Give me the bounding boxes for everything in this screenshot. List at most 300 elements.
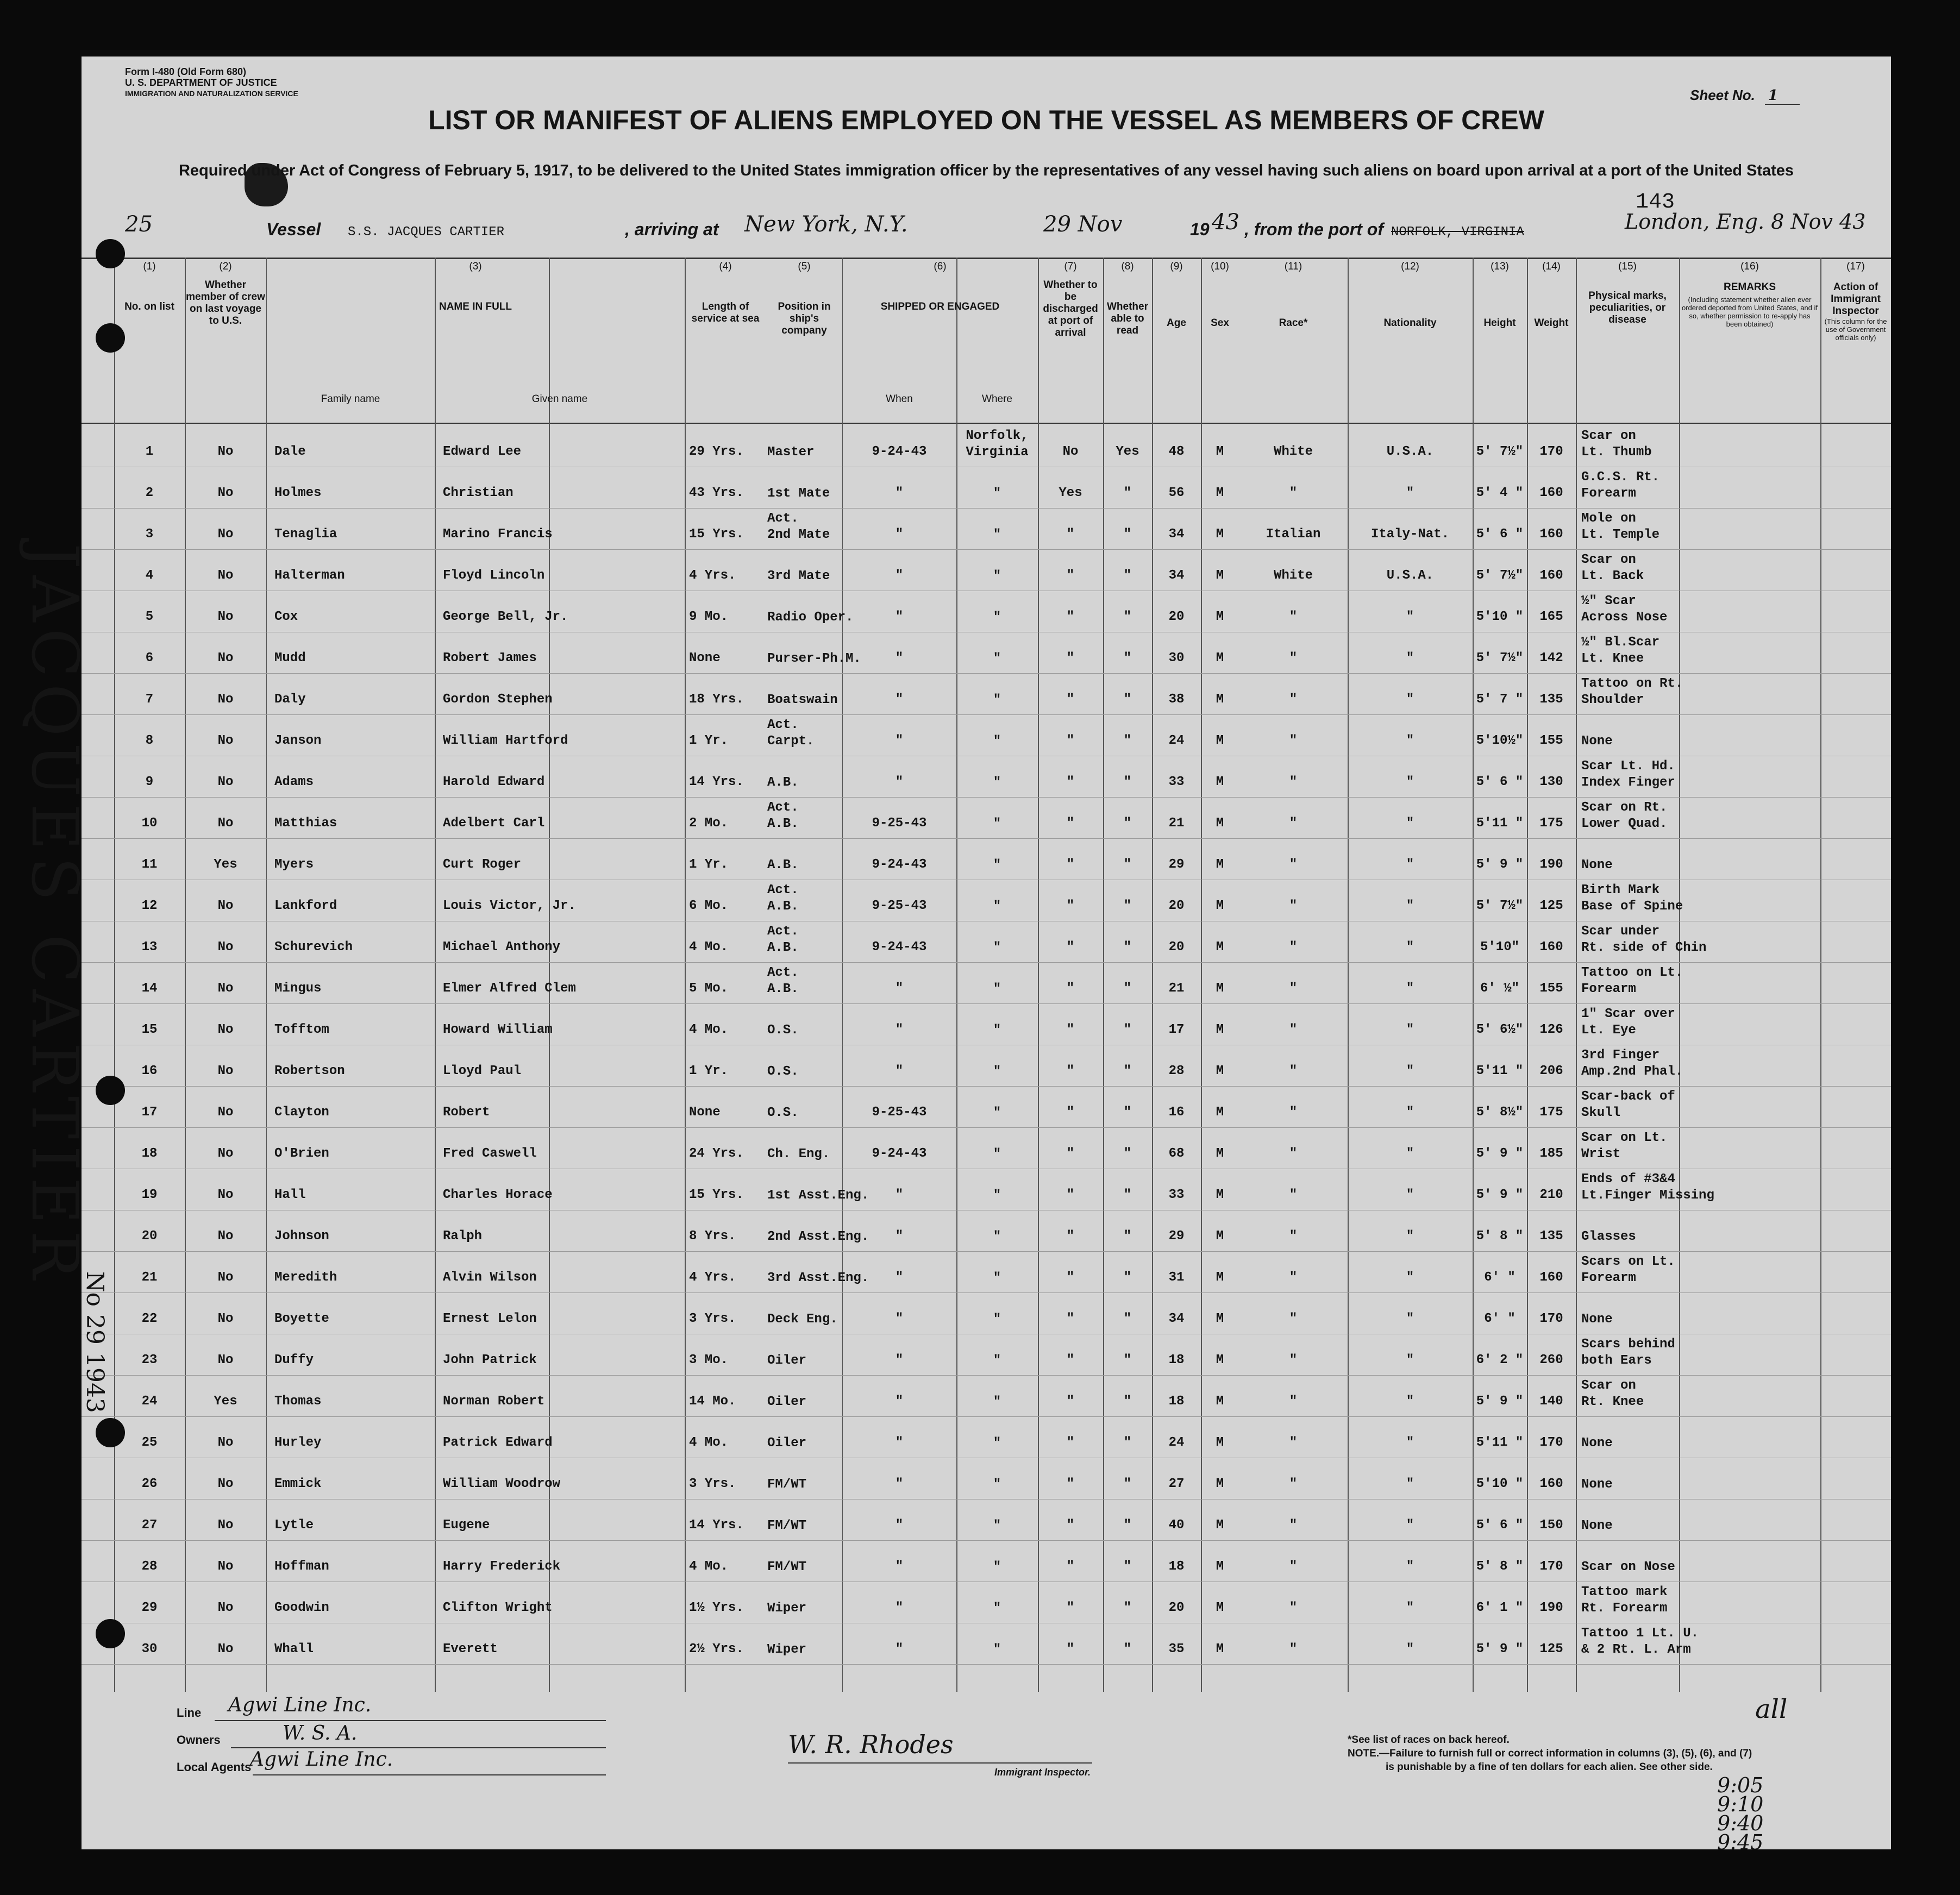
table-row — [82, 880, 1891, 921]
from-port-handwritten: London, Eng. 8 Nov 43 — [1625, 210, 1866, 234]
cell-age: 35 — [1168, 1642, 1185, 1656]
cell-sex: M — [1216, 1312, 1224, 1326]
cell-service: None — [689, 1105, 721, 1120]
cell-race: " — [1289, 1477, 1298, 1491]
cell-marks1: Tattoo 1 Lt. U. — [1581, 1626, 1699, 1641]
cell-service: 1½ Yrs. — [689, 1601, 744, 1615]
cell-disc: " — [1066, 1642, 1075, 1656]
cell-where1 — [956, 1047, 1038, 1064]
cell-pos2: Carpt. — [767, 734, 815, 749]
cell-when: 9-24-43 — [872, 1146, 927, 1161]
cell-family: Mudd — [274, 651, 306, 666]
cell-race: Italian — [1266, 527, 1321, 542]
cell-family: Emmick — [274, 1477, 322, 1491]
cell-pos1: Act. — [767, 511, 799, 526]
head-height: Height — [1483, 317, 1516, 329]
head-name-in-full: NAME IN FULL — [439, 301, 512, 312]
cell-nat: " — [1406, 1188, 1414, 1202]
col-num-5: (5) — [798, 261, 811, 272]
cell-pos — [767, 1295, 843, 1328]
cell-height: 5'11 " — [1476, 1435, 1524, 1450]
cell-marks — [1581, 1006, 1755, 1039]
cell-given: Ernest Lelon — [443, 1312, 537, 1326]
cell-no: 28 — [141, 1559, 158, 1574]
cell-marks — [1581, 469, 1755, 502]
punch-hole — [96, 1619, 125, 1648]
punch-hole — [96, 323, 125, 353]
cell-pos2: 3rd Mate — [767, 569, 830, 583]
cell-marks2: None — [1581, 858, 1613, 873]
cell-pos2: O.S. — [767, 1064, 799, 1079]
table-row — [82, 1623, 1891, 1665]
cell-given: Elmer Alfred Clem — [443, 981, 576, 996]
cell-no: 25 — [141, 1435, 158, 1450]
cell-marks2: Rt. Knee — [1581, 1395, 1644, 1409]
cell-family: Mingus — [274, 981, 322, 996]
cell-pos1 — [767, 1419, 843, 1435]
cell-when: " — [895, 1394, 904, 1409]
cell-race: " — [1289, 1312, 1298, 1326]
cell-nat: " — [1406, 1312, 1414, 1326]
cell-where1 — [956, 1419, 1038, 1435]
cell-marks1: Scars on Lt. — [1581, 1254, 1675, 1269]
cell-last: No — [217, 1642, 234, 1656]
cell-weight: 170 — [1539, 1559, 1563, 1574]
cell-where2: " — [993, 858, 1001, 873]
cell-marks — [1581, 1089, 1755, 1121]
cell-where1 — [956, 552, 1038, 568]
cell-where — [956, 924, 1038, 956]
cell-given: Michael Anthony — [443, 940, 561, 955]
cell-where — [956, 1254, 1038, 1287]
cell-age: 16 — [1168, 1105, 1185, 1120]
cell-family: Clayton — [274, 1105, 329, 1120]
cell-service: 1 Yr. — [689, 857, 729, 872]
cell-service: 4 Yrs. — [689, 1270, 736, 1285]
cell-pos1 — [767, 841, 843, 857]
cell-marks — [1581, 1171, 1755, 1204]
cell-no: 16 — [141, 1064, 158, 1078]
cell-sex: M — [1216, 527, 1224, 542]
cell-sex: M — [1216, 857, 1224, 872]
cell-last: Yes — [214, 1394, 237, 1409]
cell-nat: " — [1406, 1601, 1414, 1615]
cell-read: " — [1123, 1518, 1132, 1533]
cell-marks1: Scar on Rt. — [1581, 800, 1668, 815]
cell-age: 34 — [1168, 1312, 1185, 1326]
cell-marks1 — [1581, 1543, 1755, 1559]
cell-where2: " — [993, 1642, 1001, 1657]
cell-last: No — [217, 1188, 234, 1202]
col-num-13: (13) — [1491, 261, 1509, 272]
cell-race: " — [1289, 486, 1298, 500]
time-note-1: 9:05 — [1717, 1773, 1764, 1797]
cell-where — [956, 1419, 1038, 1452]
cell-pos — [767, 1130, 843, 1163]
cell-nat: " — [1406, 486, 1414, 500]
cell-family: Hoffman — [274, 1559, 329, 1574]
cell-race: " — [1289, 1642, 1298, 1656]
cell-when: 9-24-43 — [872, 940, 927, 955]
cell-marks2: Shoulder — [1581, 693, 1644, 707]
cell-read: " — [1123, 899, 1132, 913]
cell-marks — [1581, 1543, 1755, 1576]
cell-last: No — [217, 692, 234, 707]
cell-service: 5 Mo. — [689, 981, 729, 996]
cell-disc: " — [1066, 651, 1075, 666]
cell-sex: M — [1216, 940, 1224, 955]
cell-service: 18 Yrs. — [689, 692, 744, 707]
cell-where2: " — [993, 693, 1001, 707]
cell-weight: 260 — [1539, 1353, 1563, 1367]
head-discharged: Whether to be discharged at port of arrival — [1043, 279, 1098, 338]
cell-when: 9-24-43 — [872, 857, 927, 872]
cell-height: 5'10 " — [1476, 1477, 1524, 1491]
cell-marks2: & 2 Rt. L. Arm — [1581, 1642, 1691, 1657]
cell-where — [956, 1460, 1038, 1493]
line-label: Line — [177, 1706, 202, 1720]
cell-age: 28 — [1168, 1064, 1185, 1078]
cell-given: Norman Robert — [443, 1394, 545, 1409]
cell-family: Tofftom — [274, 1022, 329, 1037]
cell-sex: M — [1216, 651, 1224, 666]
cell-marks — [1581, 1378, 1755, 1410]
cell-pos1 — [767, 1584, 843, 1601]
cell-marks2: Lt. Back — [1581, 569, 1644, 583]
cell-nat: " — [1406, 610, 1414, 624]
cell-marks2: Skull — [1581, 1106, 1621, 1120]
cell-pos2: A.B. — [767, 858, 799, 873]
cell-marks1 — [1581, 1419, 1755, 1435]
cell-pos2: FM/WT — [767, 1518, 807, 1533]
cell-disc: " — [1066, 1477, 1075, 1491]
cell-pos1 — [767, 1006, 843, 1022]
cell-last: No — [217, 1477, 234, 1491]
time-note-3: 9:40 — [1717, 1811, 1764, 1835]
cell-family: Johnson — [274, 1229, 329, 1244]
cell-marks2: Rt. Forearm — [1581, 1601, 1668, 1616]
cell-height: 5' 9 " — [1476, 1146, 1524, 1161]
cell-no: 12 — [141, 899, 158, 913]
cell-when: " — [895, 1435, 904, 1450]
cell-height: 5' 6½" — [1476, 1022, 1524, 1037]
cell-height: 5' 9 " — [1476, 1188, 1524, 1202]
owners-label: Owners — [177, 1733, 221, 1747]
cell-when: " — [895, 1601, 904, 1615]
cell-pos1 — [767, 1047, 843, 1064]
cell-race: White — [1273, 568, 1313, 583]
cell-no: 26 — [141, 1477, 158, 1491]
head-shipped-engaged: SHIPPED OR ENGAGED — [880, 301, 1000, 312]
cell-marks2: Wrist — [1581, 1147, 1621, 1162]
cell-read: " — [1123, 1435, 1132, 1450]
cell-given: Adelbert Carl — [443, 816, 545, 831]
cell-where2: " — [993, 1147, 1001, 1162]
cell-marks — [1581, 1213, 1755, 1245]
vessel-label: Vessel — [266, 219, 321, 239]
cell-race: " — [1289, 733, 1298, 748]
cell-marks1: ½" Scar — [1581, 594, 1636, 608]
cell-marks1: Tattoo on Lt. — [1581, 965, 1683, 980]
cell-where1 — [956, 1130, 1038, 1146]
margin-date: No 29 1943 — [81, 1271, 109, 1413]
cell-read: " — [1123, 1105, 1132, 1120]
cell-weight: 150 — [1539, 1518, 1563, 1533]
head-weight: Weight — [1534, 317, 1569, 329]
cell-family: Meredith — [274, 1270, 337, 1285]
line-value: Agwi Line Inc. — [228, 1694, 372, 1716]
cell-pos — [767, 1047, 843, 1080]
cell-family: Goodwin — [274, 1601, 329, 1615]
cell-where1 — [956, 1295, 1038, 1312]
cell-family: Halterman — [274, 568, 345, 583]
cell-marks2: Base of Spine — [1581, 899, 1683, 914]
cell-nat: " — [1406, 1435, 1414, 1450]
cell-last: No — [217, 899, 234, 913]
cell-pos1 — [767, 1254, 843, 1270]
cell-where2: " — [993, 651, 1001, 666]
cell-disc: " — [1066, 1353, 1075, 1367]
cell-nat: " — [1406, 692, 1414, 707]
cell-pos — [767, 717, 843, 750]
cell-no: 19 — [141, 1188, 158, 1202]
cell-where2: " — [993, 982, 1001, 996]
cell-family: Lankford — [274, 899, 337, 913]
cell-marks — [1581, 882, 1755, 915]
cell-given: Gordon Stephen — [443, 692, 553, 707]
cell-last: No — [217, 1146, 234, 1161]
cell-height: 5' 7½" — [1476, 444, 1524, 459]
cell-pos — [767, 841, 843, 874]
cell-where — [956, 635, 1038, 667]
cell-disc: " — [1066, 899, 1075, 913]
cell-where2: " — [993, 817, 1001, 831]
cell-pos2: Purser-Ph.M. — [767, 651, 861, 666]
table-row — [82, 1087, 1891, 1128]
cell-last: No — [217, 733, 234, 748]
cell-sex: M — [1216, 1022, 1224, 1037]
cell-disc: " — [1066, 1105, 1075, 1120]
cell-pos1 — [767, 758, 843, 775]
head-length-service: Length of service at sea — [691, 301, 760, 324]
cell-no: 1 — [145, 444, 154, 459]
cell-marks1: 3rd Finger — [1581, 1048, 1660, 1063]
cell-read: " — [1123, 527, 1132, 542]
cell-marks — [1581, 924, 1755, 956]
service: IMMIGRATION AND NATURALIZATION SERVICE — [125, 89, 298, 98]
cell-weight: 165 — [1539, 610, 1563, 624]
cell-marks1: Scar Lt. Hd. — [1581, 759, 1675, 774]
cell-marks2: Lower Quad. — [1581, 817, 1668, 831]
cell-sex: M — [1216, 1435, 1224, 1450]
cell-age: 40 — [1168, 1518, 1185, 1533]
cell-marks — [1581, 1130, 1755, 1163]
cell-sex: M — [1216, 568, 1224, 583]
cell-height: 5' 7½" — [1476, 568, 1524, 583]
cell-where — [956, 552, 1038, 585]
margin-note: 25 — [125, 212, 153, 237]
cell-marks2: Forearm — [1581, 1271, 1636, 1285]
cell-marks — [1581, 1460, 1755, 1493]
cell-age: 30 — [1168, 651, 1185, 666]
cell-read: " — [1123, 981, 1132, 996]
cell-given: Harold Edward — [443, 775, 545, 789]
cell-given: Robert James — [443, 651, 537, 666]
cell-where — [956, 1584, 1038, 1617]
cell-family: Whall — [274, 1642, 314, 1656]
cell-race: " — [1289, 1601, 1298, 1615]
cell-no: 7 — [145, 692, 154, 707]
cell-read: " — [1123, 1353, 1132, 1367]
cell-read: " — [1123, 940, 1132, 955]
year-prefix: 19 — [1190, 219, 1210, 239]
cell-nat: " — [1406, 1270, 1414, 1285]
cell-where2: " — [993, 1271, 1001, 1285]
cell-pos2: A.B. — [767, 775, 799, 790]
cell-pos1: Act. — [767, 800, 799, 815]
cell-weight: 126 — [1539, 1022, 1563, 1037]
cell-height: 5' 6 " — [1476, 527, 1524, 542]
cell-marks1: ½" Bl.Scar — [1581, 635, 1660, 650]
cell-service: 3 Mo. — [689, 1353, 729, 1367]
cell-sex: M — [1216, 733, 1224, 748]
cell-pos — [767, 1336, 843, 1369]
cell-read: " — [1123, 1642, 1132, 1656]
table-row — [82, 1128, 1891, 1169]
cell-sex: M — [1216, 816, 1224, 831]
cell-disc: " — [1066, 1064, 1075, 1078]
cell-given: Howard William — [443, 1022, 553, 1037]
cell-pos2: Deck Eng. — [767, 1312, 838, 1327]
cell-where — [956, 469, 1038, 502]
cell-given: Everett — [443, 1642, 498, 1656]
cell-height: 6' ½" — [1480, 981, 1519, 996]
cell-age: 18 — [1168, 1353, 1185, 1367]
cell-where — [956, 1213, 1038, 1245]
cell-race: " — [1289, 1188, 1298, 1202]
head-nationality: Nationality — [1383, 317, 1437, 329]
cell-age: 17 — [1168, 1022, 1185, 1037]
cell-last: No — [217, 651, 234, 666]
cell-sex: M — [1216, 1601, 1224, 1615]
cell-where1 — [956, 758, 1038, 775]
cell-read: " — [1123, 486, 1132, 500]
time-note-2: 9:10 — [1717, 1792, 1764, 1816]
cell-disc: " — [1066, 1229, 1075, 1244]
cell-weight: 135 — [1539, 692, 1563, 707]
all-note: all — [1755, 1694, 1788, 1724]
cell-when: " — [895, 692, 904, 707]
cell-pos2: Radio Oper. — [767, 610, 854, 625]
cell-disc: " — [1066, 610, 1075, 624]
cell-nat: Italy-Nat. — [1370, 527, 1450, 542]
cell-height: 5' 7 " — [1476, 692, 1524, 707]
cell-marks2: None — [1581, 1518, 1613, 1533]
head-physical-marks: Physical marks, peculiarities, or disease — [1588, 290, 1667, 325]
cell-service: 14 Yrs. — [689, 775, 744, 789]
cell-disc: " — [1066, 981, 1075, 996]
cell-where — [956, 1171, 1038, 1204]
cell-last: No — [217, 981, 234, 996]
cell-when: " — [895, 981, 904, 996]
cell-service: 1 Yr. — [689, 733, 729, 748]
cell-marks1: Scar on — [1581, 429, 1636, 443]
cell-no: 24 — [141, 1394, 158, 1409]
cell-last: No — [217, 775, 234, 789]
head-where: Where — [982, 393, 1012, 405]
cell-where2: " — [993, 1395, 1001, 1409]
cell-age: 33 — [1168, 775, 1185, 789]
cell-disc: " — [1066, 775, 1075, 789]
head-age: Age — [1167, 317, 1186, 329]
cell-age: 29 — [1168, 857, 1185, 872]
cell-read: " — [1123, 857, 1132, 872]
cell-disc: " — [1066, 1394, 1075, 1409]
cell-where — [956, 1378, 1038, 1410]
cell-pos — [767, 1584, 843, 1617]
cell-where1 — [956, 1378, 1038, 1394]
cell-service: 8 Yrs. — [689, 1229, 736, 1244]
stamped-page-number: 143 — [1636, 190, 1675, 215]
cell-disc: " — [1066, 527, 1075, 542]
cell-last: No — [217, 486, 234, 500]
cell-given: Alvin Wilson — [443, 1270, 537, 1285]
cell-read: " — [1123, 568, 1132, 583]
cell-pos1: Act. — [767, 883, 799, 898]
cell-disc: No — [1062, 444, 1079, 459]
page-subtitle: Required under Act of Congress of February 5, 1917, to be delivered to the United States immigration officer by the representatives of any vessel having such aliens on board upon arrival at a port of the United States — [178, 162, 1794, 179]
cell-disc: " — [1066, 940, 1075, 955]
cell-pos — [767, 511, 843, 543]
cell-when: " — [895, 1064, 904, 1078]
head-race: Race* — [1279, 317, 1308, 329]
arriving-port: New York, N.Y. — [744, 212, 908, 237]
cell-marks1 — [1581, 717, 1755, 733]
cell-weight: 160 — [1539, 940, 1563, 955]
cell-pos — [767, 469, 843, 502]
cell-family: Schurevich — [274, 940, 353, 955]
cell-where1 — [956, 593, 1038, 610]
col-num-8: (8) — [1121, 261, 1134, 272]
cell-where2: " — [993, 1312, 1001, 1327]
cell-where — [956, 1626, 1038, 1658]
cell-given: Robert — [443, 1105, 490, 1120]
cell-pos1 — [767, 593, 843, 610]
cell-no: 10 — [141, 816, 158, 831]
cell-pos2: 2nd Mate — [767, 528, 830, 542]
cell-read: Yes — [1116, 444, 1139, 459]
cell-pos2: 1st Asst.Eng. — [767, 1188, 869, 1203]
cell-when: " — [895, 1188, 904, 1202]
cell-service: 24 Yrs. — [689, 1146, 744, 1161]
cell-race: " — [1289, 1022, 1298, 1037]
cell-pos — [767, 676, 843, 708]
cell-nat: " — [1406, 1642, 1414, 1656]
cell-where1 — [956, 841, 1038, 857]
cell-marks2: Index Finger — [1581, 775, 1675, 790]
cell-where — [956, 882, 1038, 915]
cell-weight: 170 — [1539, 444, 1563, 459]
cell-disc: " — [1066, 1188, 1075, 1202]
cell-family: Dale — [274, 444, 306, 459]
cell-where2: " — [993, 1353, 1001, 1368]
cell-given: Marino Francis — [443, 527, 553, 542]
arrival-date: 29 Nov — [1043, 212, 1123, 237]
cell-given: Charles Horace — [443, 1188, 553, 1202]
cell-disc: " — [1066, 857, 1075, 872]
cell-pos2: Ch. Eng. — [767, 1147, 830, 1162]
cell-race: " — [1289, 857, 1298, 872]
